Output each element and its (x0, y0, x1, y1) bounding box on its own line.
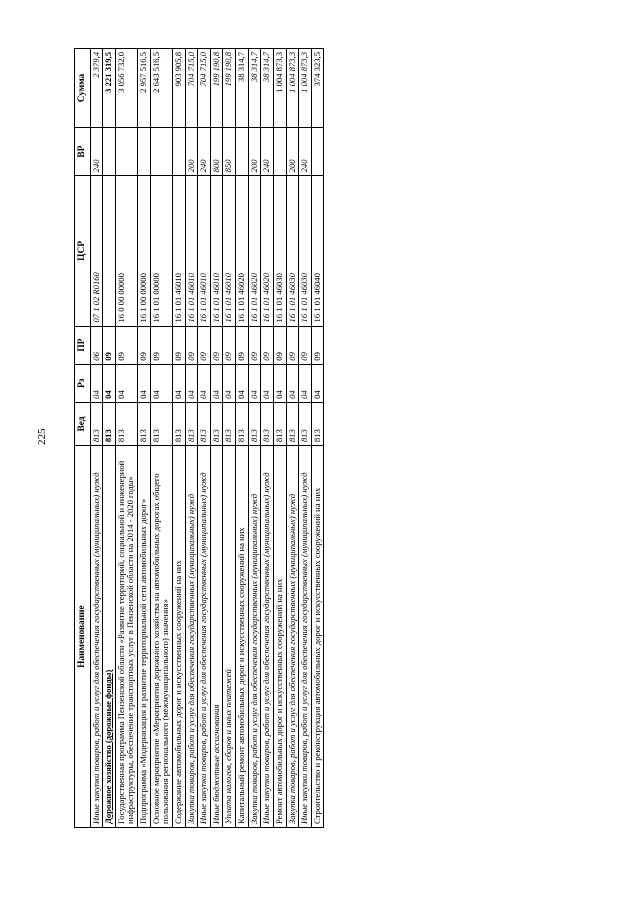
cell-csr: 16 1 01 46030 (273, 176, 286, 326)
cell-ved: 813 (311, 402, 324, 445)
cell-vr: 200 (286, 127, 299, 175)
cell-pr: 09 (299, 326, 312, 364)
cell-pr: 06 (90, 326, 103, 364)
cell-vr (138, 127, 151, 175)
cell-rz: 04 (261, 364, 274, 402)
cell-ved: 813 (273, 402, 286, 445)
cell-sum: 199 190,8 (210, 49, 223, 128)
table-row (223, 49, 236, 828)
cell-name: Иные закупки товаров, работ и услуг для обеспечения государственных (муниципальных) нужд (198, 446, 211, 828)
table-row (198, 49, 211, 828)
cell-name: Иные закупки товаров, работ и услуг для обеспечения государственных (муниципальных) нужд (90, 446, 103, 828)
cell-sum: 2 643 516,5 (150, 49, 172, 128)
cell-sum: 1 004 873,3 (273, 49, 286, 128)
cell-pr: 09 (248, 326, 261, 364)
cell-ved: 813 (248, 402, 261, 445)
cell-name: Основное мероприятие «Мероприятия дорожного хозяйства на автомобильных дорогах общего пользования регионального (межмуниципального) значения» (150, 446, 172, 828)
cell-ved: 813 (261, 402, 274, 445)
cell-vr: 240 (198, 127, 211, 175)
table-row (90, 49, 103, 828)
cell-ved: 813 (103, 402, 116, 445)
cell-ved: 813 (150, 402, 172, 445)
cell-vr: 240 (261, 127, 274, 175)
cell-ved: 813 (172, 402, 185, 445)
header-rz: Рз (75, 364, 91, 402)
cell-ved: 813 (90, 402, 103, 445)
cell-name: Государственная программа Пензенской области «Развитие территорий, социальной и инженерной инфраструктуры, обеспечение транспортных услуг в Пензенской области на 2014 - 2020 годы» (115, 446, 137, 828)
cell-pr: 09 (210, 326, 223, 364)
cell-sum: 2 379,4 (90, 49, 103, 128)
cell-ved: 813 (223, 402, 236, 445)
table-body (90, 49, 324, 828)
table-row (138, 49, 151, 828)
cell-vr: 200 (248, 127, 261, 175)
cell-pr: 09 (185, 326, 198, 364)
cell-sum: 38 314,7 (261, 49, 274, 128)
cell-rz: 04 (90, 364, 103, 402)
cell-csr: 16 1 01 46010 (223, 176, 236, 326)
table-row (210, 49, 223, 828)
page-number: 225 (36, 428, 48, 445)
cell-name: Закупка товаров, работ и услуг для обеспечения государственных (муниципальных) нужд (286, 446, 299, 828)
rotated-table-container (74, 48, 560, 828)
cell-vr (115, 127, 137, 175)
cell-vr (103, 127, 116, 175)
cell-ved: 813 (138, 402, 151, 445)
cell-csr: 16 1 01 46010 (210, 176, 223, 326)
cell-csr: 16 1 01 46010 (198, 176, 211, 326)
cell-name: Подпрограмма «Модернизация и развитие территориальной сети автомобильных дорог» (138, 446, 151, 828)
cell-ved: 813 (115, 402, 137, 445)
cell-name: Иные закупки товаров, работ и услуг для обеспечения государственных (муниципальных) нужд (299, 446, 312, 828)
cell-ved: 813 (198, 402, 211, 445)
cell-rz: 04 (138, 364, 151, 402)
cell-sum: 38 314,7 (248, 49, 261, 128)
header-name: Наименование (75, 446, 91, 828)
cell-vr: 850 (223, 127, 236, 175)
cell-csr (103, 176, 116, 326)
cell-name: Иные бюджетные ассигнования (210, 446, 223, 828)
cell-pr: 09 (150, 326, 172, 364)
cell-pr: 09 (198, 326, 211, 364)
cell-vr: 800 (210, 127, 223, 175)
table-row (172, 49, 185, 828)
cell-vr (311, 127, 324, 175)
cell-csr: 16 1 01 46010 (185, 176, 198, 326)
table-row (115, 49, 137, 828)
table-row (261, 49, 274, 828)
cell-ved: 813 (286, 402, 299, 445)
cell-pr: 09 (223, 326, 236, 364)
cell-pr: 09 (103, 326, 116, 364)
table-row (185, 49, 198, 828)
cell-vr (236, 127, 249, 175)
cell-sum: 1 004 873,3 (286, 49, 299, 128)
cell-pr: 09 (311, 326, 324, 364)
cell-csr: 16 1 01 00000 (150, 176, 172, 326)
cell-rz: 04 (311, 364, 324, 402)
cell-sum: 3 221 319,5 (103, 49, 116, 128)
cell-rz: 04 (115, 364, 137, 402)
cell-rz: 04 (185, 364, 198, 402)
cell-vr (273, 127, 286, 175)
cell-sum: 2 957 516,5 (138, 49, 151, 128)
cell-vr (172, 127, 185, 175)
table-row (311, 49, 324, 828)
table-row (236, 49, 249, 828)
cell-sum: 38 314,7 (236, 49, 249, 128)
cell-name: Капитальный ремонт автомобильных дорог и искусственных сооружений на них (236, 446, 249, 828)
cell-pr: 09 (172, 326, 185, 364)
cell-name: Содержание автомобильных дорог и искусственных сооружений на них (172, 446, 185, 828)
cell-rz: 04 (273, 364, 286, 402)
cell-csr: 16 1 01 46020 (236, 176, 249, 326)
cell-pr: 09 (138, 326, 151, 364)
table-row (273, 49, 286, 828)
header-pr: ПР (75, 326, 91, 364)
cell-vr: 240 (299, 127, 312, 175)
cell-vr (150, 127, 172, 175)
cell-csr: 07 1 02 R0160 (90, 176, 103, 326)
cell-name: Закупка товаров, работ и услуг для обеспечения государственных (муниципальных) нужд (248, 446, 261, 828)
header-sum: Сумма (75, 49, 91, 128)
cell-name: Закупка товаров, работ и услуг для обеспечения государственных (муниципальных) нужд (185, 446, 198, 828)
cell-vr: 240 (90, 127, 103, 175)
cell-name: Уплата налогов, сборов и иных платежей (223, 446, 236, 828)
cell-sum: 704 715,0 (185, 49, 198, 128)
cell-rz: 04 (286, 364, 299, 402)
table-row (103, 49, 116, 828)
cell-pr: 09 (273, 326, 286, 364)
cell-csr: 16 0 00 00000 (115, 176, 137, 326)
cell-rz: 04 (223, 364, 236, 402)
budget-table (74, 48, 324, 828)
cell-pr: 09 (286, 326, 299, 364)
cell-rz: 04 (299, 364, 312, 402)
header-csr: ЦСР (75, 176, 91, 326)
cell-csr: 16 1 01 46020 (261, 176, 274, 326)
cell-rz: 04 (172, 364, 185, 402)
cell-csr: 16 1 01 46020 (248, 176, 261, 326)
cell-ved: 813 (210, 402, 223, 445)
table-row (286, 49, 299, 828)
cell-csr: 16 1 01 46040 (311, 176, 324, 326)
header-ved: Вед (75, 402, 91, 445)
cell-sum: 1 004 873,3 (299, 49, 312, 128)
cell-sum: 374 323,5 (311, 49, 324, 128)
cell-sum: 199 190,8 (223, 49, 236, 128)
cell-name: Ремонт автомобильных дорог и искусственных сооружений на них (273, 446, 286, 828)
cell-rz: 04 (236, 364, 249, 402)
table-row (299, 49, 312, 828)
cell-rz: 04 (150, 364, 172, 402)
cell-ved: 813 (185, 402, 198, 445)
cell-sum: 3 056 732,0 (115, 49, 137, 128)
cell-ved: 813 (236, 402, 249, 445)
cell-name: Строительство и реконструкция автомобильных дорог и искусственных сооружений на них (311, 446, 324, 828)
cell-rz: 04 (210, 364, 223, 402)
cell-csr: 16 1 00 00000 (138, 176, 151, 326)
table-row (248, 49, 261, 828)
cell-sum: 704 715,0 (198, 49, 211, 128)
cell-pr: 09 (261, 326, 274, 364)
cell-ved: 813 (299, 402, 312, 445)
table-row (150, 49, 172, 828)
cell-vr: 200 (185, 127, 198, 175)
cell-rz: 04 (198, 364, 211, 402)
cell-name: Дорожное хозяйство (дорожные фонды) (103, 446, 116, 828)
cell-rz: 04 (248, 364, 261, 402)
header-vr: ВР (75, 127, 91, 175)
cell-name: Иные закупки товаров, работ и услуг для обеспечения государственных (муниципальных) нужд (261, 446, 274, 828)
table-header-row (75, 49, 91, 828)
cell-pr: 09 (236, 326, 249, 364)
cell-pr: 09 (115, 326, 137, 364)
cell-csr: 16 1 01 46010 (172, 176, 185, 326)
cell-csr: 16 1 01 46030 (286, 176, 299, 326)
cell-sum: 903 905,8 (172, 49, 185, 128)
cell-csr: 16 1 01 46030 (299, 176, 312, 326)
cell-rz: 04 (103, 364, 116, 402)
